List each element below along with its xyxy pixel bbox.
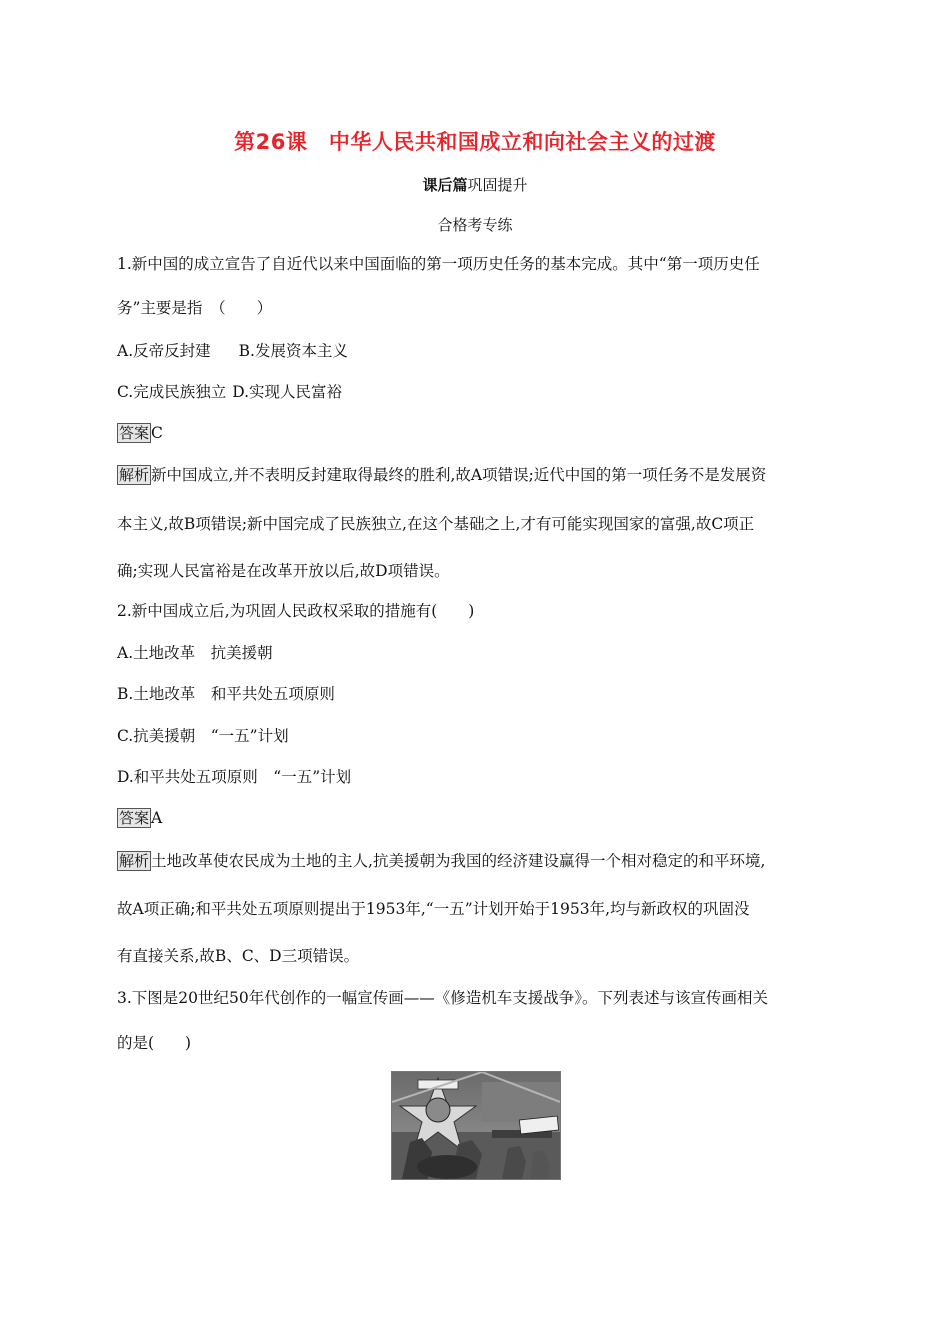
q1-stem-line1: 1.新中国的成立宣告了自近代以来中国面临的第一项历史任务的基本完成。其中“第一项历史任	[117, 255, 760, 273]
q1-answer	[117, 423, 163, 443]
q2-analysis-line2: 故A项正确;和平共处五项原则提出于1953年,“一五”计划开始于1953年,均与新政权的巩固没	[117, 900, 750, 918]
q1-option-c: C.完成民族独立	[117, 383, 227, 401]
q1-analysis-line1	[117, 465, 766, 485]
q1-stem-line2: 务”主要是指 （ ）	[117, 299, 273, 317]
q3-stem-line1: 3.下图是20世纪50年代创作的一幅宣传画——《修造机车支援战争》。下列表述与该宣传画相关	[117, 989, 768, 1007]
q3-stem-line2: 的是( )	[117, 1034, 192, 1052]
q2-option-b: B.土地改革 和平共处五项原则	[117, 685, 335, 703]
lesson-title: 第26课 中华人民共和国成立和向社会主义的过渡	[234, 130, 716, 154]
subsection-heading: 合格考专练	[437, 216, 513, 234]
analysis-tag: 解析	[119, 466, 150, 484]
answer-tag: 答案	[119, 424, 150, 442]
q1-option-a: A.反帝反封建	[117, 342, 211, 360]
q1-analysis-line2: 本主义,故B项错误;新中国完成了民族独立,在这个基础之上,才有可能实现国家的富强,故C项正	[117, 515, 755, 533]
q2-option-d: D.和平共处五项原则 “一五”计划	[117, 768, 352, 786]
q1-option-b: B.发展资本主义	[238, 342, 348, 360]
section-heading-bold: 课后篇	[422, 176, 468, 194]
q1-answer-value: C	[151, 424, 163, 442]
poster-illustration	[392, 1072, 560, 1179]
q1-analysis-text1: 新中国成立,并不表明反封建取得最终的胜利,故A项错误;近代中国的第一项任务不是发展资	[151, 466, 767, 484]
analysis-tag: 解析	[119, 852, 150, 870]
q2-analysis-line1	[117, 851, 765, 871]
q1-analysis-line3: 确;实现人民富裕是在改革开放以后,故D项错误。	[117, 562, 450, 580]
q2-stem: 2.新中国成立后,为巩固人民政权采取的措施有( )	[117, 602, 475, 620]
q2-answer-value: A	[151, 809, 163, 827]
propaganda-poster-image	[391, 1071, 561, 1180]
answer-tag: 答案	[119, 809, 150, 827]
q1-options-cd	[117, 382, 342, 402]
q2-analysis-line3: 有直接关系,故B、C、D三项错误。	[117, 947, 360, 965]
q2-analysis-text1: 土地改革使农民成为土地的主人,抗美援朝为我国的经济建设赢得一个相对稳定的和平环境,	[151, 852, 766, 870]
q1-option-d: D.实现人民富裕	[232, 383, 343, 401]
section-heading-rest: 巩固提升	[467, 176, 528, 194]
q1-options-ab	[117, 341, 348, 361]
q2-option-c: C.抗美援朝 “一五”计划	[117, 727, 289, 745]
section-heading	[0, 174, 950, 195]
q2-answer	[117, 808, 162, 828]
q2-option-a: A.土地改革 抗美援朝	[117, 644, 273, 662]
